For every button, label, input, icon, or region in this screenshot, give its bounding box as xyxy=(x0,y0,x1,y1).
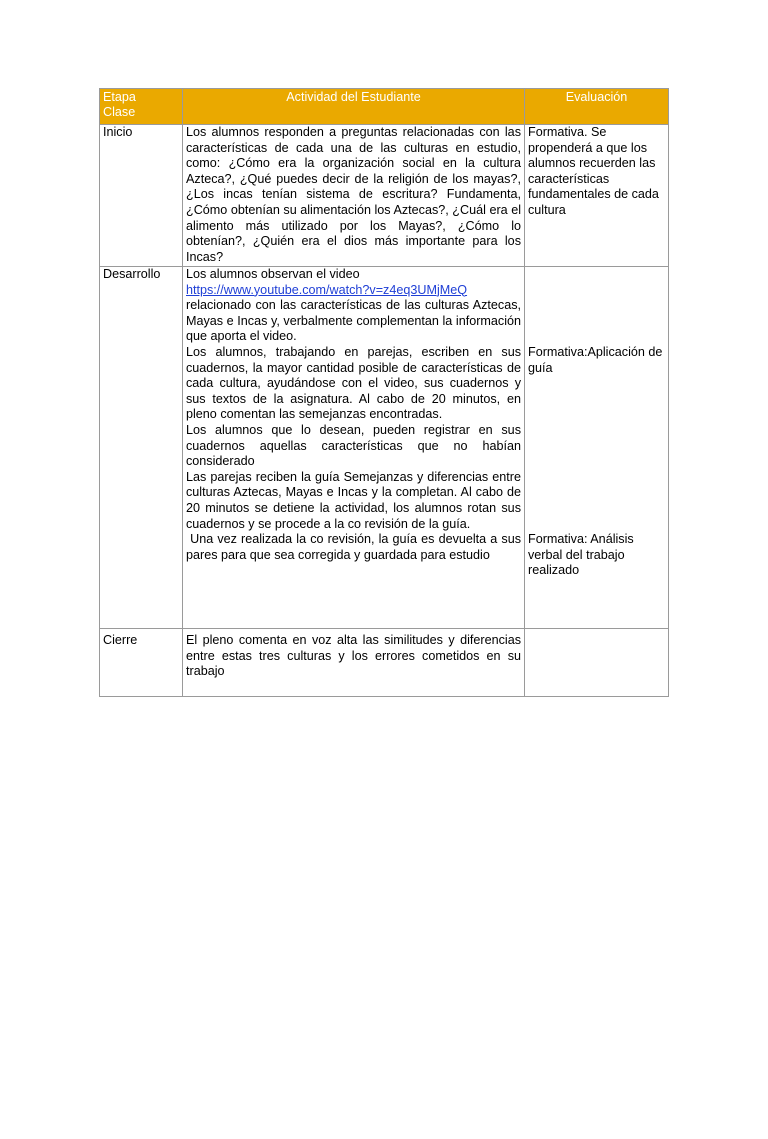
header-stage-line1: Etapa xyxy=(103,90,136,104)
header-stage-line2: Clase xyxy=(103,105,136,119)
stage-cierre: Cierre xyxy=(100,629,183,697)
activity-desarrollo-p3: Los alumnos que lo desean, pueden registrar en sus cuadernos aquellas características que no habían considerado xyxy=(186,422,521,469)
evaluation-inicio-text: Formativa. Se propenderá a que los alumnos recuerden las características fundamentales de cada cultura xyxy=(528,125,659,217)
activity-desarrollo-p5: Una vez realizada la co revisión, la guía es devuelta a sus pares para que sea corregida y guardada para estudio xyxy=(186,532,525,562)
header-stage xyxy=(100,89,183,125)
activity-desarrollo-intro: Los alumnos observan el video xyxy=(186,267,360,281)
activity-desarrollo-p2: Los alumnos, trabajando en parejas, escriben en sus cuadernos, la mayor cantidad posible de características de cada cultura, ayudándose con el video, sus cuadernos y sus textos de la asignatura. Al cabo de 20 minutos, en pleno comentan las semejanzas encontradas. xyxy=(186,344,521,422)
row-inicio xyxy=(100,125,669,267)
video-link[interactable]: https://www.youtube.com/watch?v=z4eq3UMjMeQ xyxy=(186,282,468,297)
activity-desarrollo-p1: relacionado con las características de las culturas Aztecas, Mayas e Incas y, verbalmente complementan la información que aporta el video. xyxy=(186,298,521,344)
activity-inicio-text: Los alumnos responden a preguntas relacionadas con las características de cada una de las culturas en estudio, como: ¿Cómo era la organización social en la cultura Azteca?, ¿Qué puedes decir de la religión de los mayas?, ¿Los incas tenían sistema de escritura? Fundamenta, ¿Cómo obtenían su alimentación los Aztecas?, ¿Cuál era el alimento más utilizado por los Mayas?, ¿Cómo lo obtenían?, ¿Quién era el dios más importante para los Incas? xyxy=(186,125,521,264)
stage-inicio: Inicio xyxy=(100,125,183,267)
activity-inicio xyxy=(183,125,525,267)
activity-desarrollo-p4: Las parejas reciben la guía Semejanzas y diferencias entre culturas Aztecas, Mayas e Incas y la completan. Al cabo de 20 minutos se detiene la actividad, los alumnos rotan sus cuadernos y se procede a la co revisión de la guía. xyxy=(186,469,521,531)
row-desarrollo xyxy=(100,267,669,629)
header-activity: Actividad del Estudiante xyxy=(183,89,525,125)
activity-desarrollo xyxy=(183,267,525,629)
evaluation-desarrollo xyxy=(525,267,669,629)
evaluation-cierre xyxy=(525,629,669,697)
evaluation-desarrollo-1: Formativa:Aplicación de guía xyxy=(528,345,663,375)
activity-cierre-text: El pleno comenta en voz alta las similitudes y diferencias entre estas tres culturas y los errores cometidos en su trabajo xyxy=(186,633,521,679)
row-cierre xyxy=(100,629,669,697)
evaluation-desarrollo-2: Formativa: Análisis verbal del trabajo realizado xyxy=(528,532,634,578)
activity-cierre xyxy=(183,629,525,697)
header-evaluation: Evaluación xyxy=(525,89,669,125)
lesson-plan-table xyxy=(99,88,669,697)
header-row xyxy=(100,89,669,125)
evaluation-inicio xyxy=(525,125,669,267)
stage-desarrollo: Desarrollo xyxy=(100,267,183,629)
